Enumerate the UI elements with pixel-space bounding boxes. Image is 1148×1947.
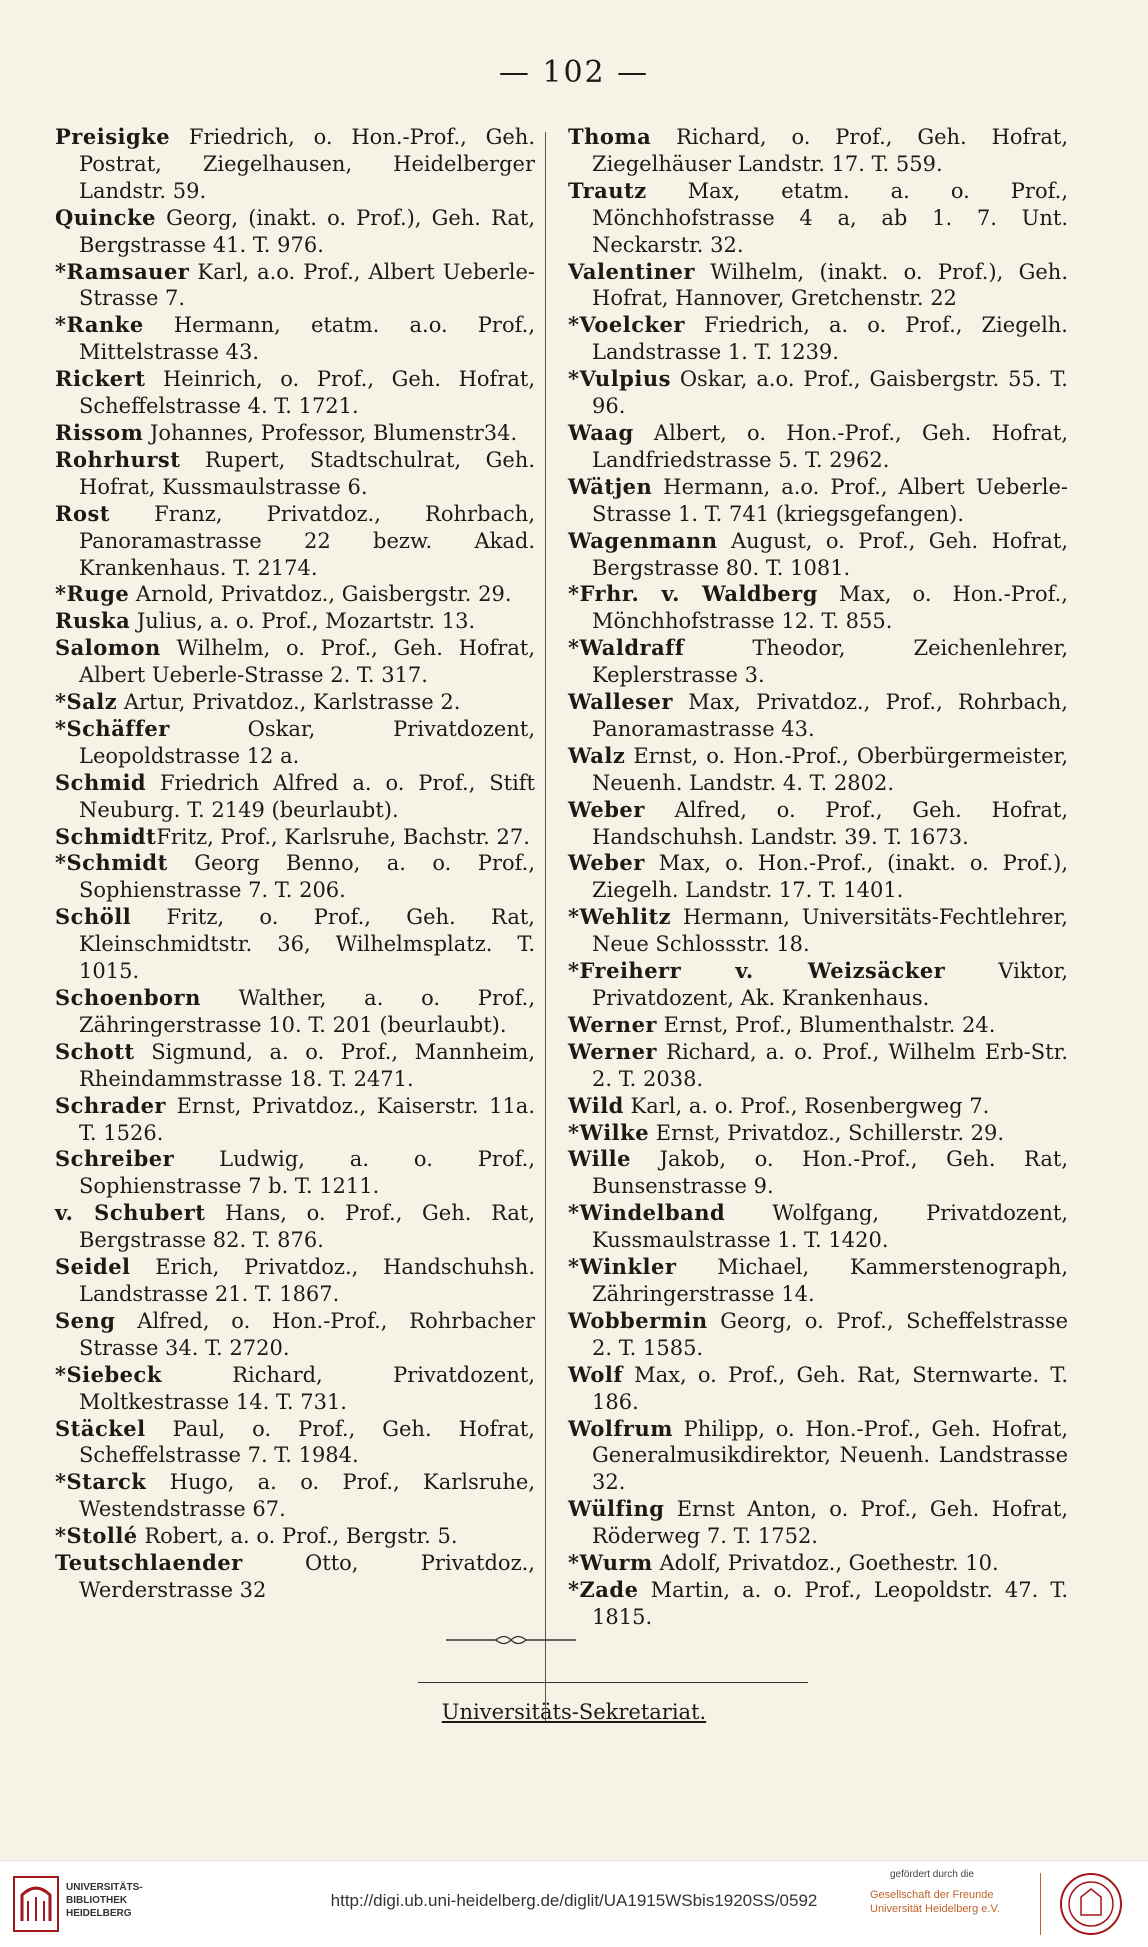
directory-entry — [55, 1550, 535, 1604]
directory-entry — [568, 635, 1068, 689]
entry-name: *Freiherr v. Weizsäcker — [568, 958, 946, 984]
directory-entry — [55, 904, 535, 985]
directory-entry — [568, 178, 1068, 259]
university-seal-icon — [1055, 1871, 1127, 1937]
directory-entry — [568, 797, 1068, 851]
entry-name: *Wilke — [568, 1119, 650, 1145]
entry-details: Theodor, Zeichenlehrer, Keplerstrasse 3. — [592, 636, 1068, 688]
entry-details: Viktor, Privatdozent, Ak. Krankenhaus. — [592, 959, 1069, 1010]
directory-entry — [568, 1362, 1068, 1416]
entry-details: Hermann, Universitäts-Fechtlehrer, Neue Schlossstr. 18. — [592, 905, 1068, 957]
entry-name: Wild — [568, 1092, 624, 1118]
entry-name: Walleser — [568, 689, 673, 715]
directory-entry — [568, 1200, 1068, 1254]
footer-rule — [418, 1682, 808, 1683]
entry-details: Walther, a. o. Prof., Zähringerstrasse 10. T. 201 (beurlaubt). — [79, 986, 535, 1037]
entry-details: Ernst, Privatdoz., Schillerstr. 29. — [649, 1120, 1005, 1145]
entry-details: Alfred, o. Hon.-Prof., Rohrbacher Strasse 34. T. 2720. — [79, 1308, 535, 1360]
entry-details: Georg, (inakt. o. Prof.), Geh. Rat, Bergstrasse 41. T. 976. — [79, 205, 535, 257]
entry-name: *Frhr. v. Waldberg — [568, 581, 818, 607]
entry-details: Ernst, Prof., Blumenthalstr. 24. — [657, 1012, 996, 1037]
entry-name: Salomon — [55, 635, 161, 661]
directory-entry — [55, 608, 535, 635]
directory-entry — [55, 770, 535, 824]
entry-details: Ludwig, a. o. Prof., Sophienstrasse 7 b. T. 1211. — [79, 1147, 535, 1199]
entry-details: Jakob, o. Hon.-Prof., Geh. Rat, Bunsenstrasse 9. — [592, 1147, 1068, 1199]
directory-entry — [55, 1362, 535, 1416]
directory-entry — [568, 1146, 1068, 1200]
directory-entry — [568, 474, 1068, 528]
entry-details: Georg Benno, a. o. Prof., Sophienstrasse 7. T. 206. — [79, 851, 535, 903]
directory-entry — [568, 1120, 1068, 1147]
entry-name: Wolf — [568, 1361, 623, 1387]
entry-details: Michael, Kammerstenograph, Zähringerstrasse 14. — [592, 1255, 1068, 1306]
entry-details: Hugo, a. o. Prof., Karlsruhe, Westendstrasse 67. — [79, 1470, 535, 1522]
directory-entry — [568, 904, 1068, 958]
directory-entry — [55, 1254, 535, 1308]
directory-entry — [55, 1308, 535, 1362]
entry-name: Werner — [568, 1038, 657, 1064]
entry-name: Schreiber — [55, 1146, 175, 1172]
directory-entry — [568, 581, 1068, 635]
entry-details: Ernst, Privatdoz., Kaiserstr. 11a. T. 1526. — [79, 1093, 535, 1145]
directory-entry — [568, 1308, 1068, 1362]
entry-details: Martin, a. o. Prof., Leopoldstr. 47. T. 1815. — [592, 1577, 1068, 1629]
directory-entry — [55, 259, 535, 313]
digitization-bar — [0, 1860, 1148, 1947]
entry-name: *Waldraff — [568, 635, 685, 661]
right-column — [568, 124, 1068, 1631]
entry-details: Georg, o. Prof., Scheffelstrasse 2. T. 1585. — [592, 1308, 1068, 1360]
entry-name: Wagenmann — [568, 527, 718, 553]
library-name: UNIVERSITÄTS- BIBLIOTHEK HEIDELBERG — [66, 1882, 143, 1919]
entry-details: Max, etatm. a. o. Prof., Mönchhofstrasse 4 a, ab 1. 7. Unt. Neckarstr. 32. — [592, 178, 1068, 257]
directory-entry — [55, 635, 535, 689]
directory-entry — [568, 1577, 1068, 1631]
entry-details: Karl, a.o. Prof., Albert Ueberle-Strasse 7. — [79, 259, 535, 311]
entry-details: Fritz, Prof., Karlsruhe, Bachstr. 27. — [156, 824, 530, 849]
entry-name: Schöll — [55, 904, 132, 930]
entry-name: Weber — [568, 796, 645, 822]
entry-name: Walz — [568, 742, 626, 768]
directory-entry — [55, 824, 535, 851]
directory-entry — [568, 1416, 1068, 1497]
footer-signature: Universitäts-Sekretariat. — [441, 1700, 707, 1724]
directory-entry — [55, 716, 535, 770]
entry-name: Seidel — [55, 1254, 131, 1280]
entry-name: Rost — [55, 500, 110, 526]
entry-name: *Voelcker — [568, 312, 685, 338]
entry-name: Rickert — [55, 366, 146, 392]
entry-name: Rissom — [55, 419, 144, 445]
entry-name: Wolfrum — [568, 1415, 673, 1441]
entry-details: Hermann, etatm. a.o. Prof., Mittelstrasse 43. — [79, 313, 535, 365]
entry-details: Rupert, Stadtschulrat, Geh. Hofrat, Kussmaulstrasse 6. — [79, 447, 535, 499]
directory-entry — [568, 259, 1068, 313]
entry-details: Max, o. Hon.-Prof., Mönchhofstrasse 12. T. 855. — [592, 582, 1068, 634]
directory-entry — [568, 689, 1068, 743]
entry-details: Richard, a. o. Prof., Wilhelm Erb-Str. 2. T. 2038. — [592, 1039, 1068, 1091]
entry-details: Max, o. Prof., Geh. Rat, Sternwarte. T. 186. — [592, 1362, 1068, 1414]
directory-entry — [568, 1550, 1068, 1577]
entry-details: Karl, a. o. Prof., Rosenbergweg 7. — [623, 1093, 990, 1118]
left-column — [55, 124, 535, 1604]
directory-entry — [568, 1254, 1068, 1308]
entry-details: Oskar, Privatdozent, Leopoldstrasse 12 a. — [79, 716, 535, 768]
column-divider — [545, 132, 546, 1722]
directory-entry — [568, 1496, 1068, 1550]
entry-name: v. Schubert — [55, 1200, 206, 1226]
directory-entry — [55, 420, 535, 447]
directory-entry — [55, 366, 535, 420]
entry-name: Schoenborn — [55, 985, 201, 1010]
directory-entry — [55, 1146, 535, 1200]
entry-name: Schott — [55, 1038, 135, 1064]
entry-name: *Winkler — [568, 1254, 677, 1280]
directory-entry — [568, 958, 1068, 1012]
directory-entry — [55, 205, 535, 259]
entry-details: Arnold, Privatdoz., Gaisbergstr. 29. — [129, 582, 512, 607]
directory-entry — [55, 124, 535, 205]
entry-name: *Starck — [55, 1469, 147, 1495]
ornament-divider — [446, 1631, 576, 1649]
entry-details: Philipp, o. Hon.-Prof., Geh. Hofrat, Generalmusikdirektor, Neuenh. Landstrasse 32. — [592, 1416, 1068, 1495]
page-number: — 102 — — [498, 55, 650, 90]
entry-name: Wille — [568, 1146, 632, 1172]
entry-name: Schrader — [55, 1092, 166, 1118]
entry-name: *Salz — [55, 689, 118, 715]
directory-entry — [568, 1012, 1068, 1039]
entry-details: Wilhelm, (inakt. o. Prof.), Geh. Hofrat, Hannover, Gretchenstr. 22 — [592, 259, 1068, 311]
entry-name: Werner — [568, 1011, 657, 1037]
directory-entry — [55, 1416, 535, 1470]
directory-entry — [55, 689, 535, 716]
directory-entry — [55, 447, 535, 501]
entry-name: Seng — [55, 1307, 116, 1333]
entry-details: Richard, o. Prof., Geh. Hofrat, Ziegelhäuser Landstr. 17. T. 559. — [592, 125, 1068, 176]
directory-entry — [55, 1200, 535, 1254]
entry-details: Wolfgang, Privatdozent, Kussmaulstrasse 1. T. 1420. — [592, 1201, 1068, 1253]
entry-details: Julius, a. o. Prof., Mozartstr. 13. — [130, 609, 476, 634]
directory-entry — [55, 1523, 535, 1550]
entry-details: Erich, Privatdoz., Handschuhsh. Landstrasse 21. T. 1867. — [79, 1255, 535, 1306]
entry-details: Ernst Anton, o. Prof., Geh. Hofrat, Röderweg 7. T. 1752. — [592, 1497, 1068, 1549]
entry-details: Friedrich Alfred a. o. Prof., Stift Neuburg. T. 2149 (beurlaubt). — [79, 770, 535, 822]
entry-name: *Siebeck — [55, 1361, 162, 1387]
entry-details: Richard, Privatdozent, Moltkestrasse 14. T. 731. — [79, 1362, 535, 1414]
directory-entry — [568, 366, 1068, 420]
entry-name: *Schmidt — [55, 850, 168, 876]
sponsor-separator — [1040, 1873, 1041, 1935]
entry-name: Stäckel — [55, 1415, 146, 1441]
entry-name: *Windelband — [568, 1200, 726, 1226]
directory-entry — [55, 501, 535, 582]
directory-entry — [55, 985, 535, 1039]
entry-name: Schmid — [55, 769, 147, 795]
entry-details: Sigmund, a. o. Prof., Mannheim, Rheindammstrasse 18. T. 2471. — [79, 1039, 535, 1091]
entry-name: Preisigke — [55, 124, 171, 149]
directory-entry — [568, 420, 1068, 474]
entry-details: Max, Privatdoz., Prof., Rohrbach, Panoramastrasse 43. — [592, 690, 1068, 741]
entry-details: August, o. Prof., Geh. Hofrat, Bergstrasse 80. T. 1081. — [592, 528, 1068, 580]
entry-name: Waag — [568, 419, 634, 445]
entry-name: Wülfing — [568, 1496, 665, 1522]
entry-details: Johannes, Professor, Blumenstr34. — [143, 420, 518, 445]
entry-details: Artur, Privatdoz., Karlstrasse 2. — [117, 690, 461, 715]
entry-name: *Stollé — [55, 1523, 138, 1549]
entry-name: Weber — [568, 850, 645, 876]
directory-entry — [568, 1039, 1068, 1093]
entry-details: Paul, o. Prof., Geh. Hofrat, Scheffelstrasse 7. T. 1984. — [79, 1416, 535, 1468]
entry-details: Ernst, o. Hon.-Prof., Oberbürgermeister, Neuenh. Landstr. 4. T. 2802. — [592, 743, 1068, 795]
directory-entry — [568, 850, 1068, 904]
source-url[interactable]: http://digi.ub.uni-heidelberg.de/diglit/UA1915WSbis1920SS/0592 — [330, 1891, 818, 1910]
entry-name: Wätjen — [568, 473, 653, 499]
entry-details: Heinrich, o. Prof., Geh. Hofrat, Scheffelstrasse 4. T. 1721. — [79, 367, 535, 419]
entry-details: Alfred, o. Prof., Geh. Hofrat, Handschuhsh. Landstr. 39. T. 1673. — [592, 797, 1068, 849]
entry-name: *Vulpius — [568, 366, 671, 392]
directory-entry — [568, 743, 1068, 797]
entry-name: *Ranke — [55, 312, 144, 338]
entry-details: Otto, Privatdoz., Werderstrasse 32 — [79, 1551, 535, 1602]
entry-details: Wilhelm, o. Prof., Geh. Hofrat, Albert Ueberle-Strasse 2. T. 317. — [79, 636, 535, 688]
entry-details: Albert, o. Hon.-Prof., Geh. Hofrat, Landfriedstrasse 5. T. 2962. — [592, 420, 1068, 472]
directory-entry — [55, 581, 535, 608]
sponsor-label: gefördert durch die — [890, 1869, 974, 1880]
entry-name: Teutschlaender — [55, 1550, 243, 1576]
entry-name: *Zade — [568, 1576, 639, 1602]
entry-details: Friedrich, o. Hon.-Prof., Geh. Postrat, Ziegelhausen, Heidelberger Landstr. 59. — [79, 125, 535, 203]
directory-entry — [55, 850, 535, 904]
entry-name: Rohrhurst — [55, 446, 181, 472]
directory-entry — [568, 124, 1068, 178]
entry-name: *Ruge — [55, 581, 130, 607]
entry-details: Robert, a. o. Prof., Bergstr. 5. — [137, 1524, 458, 1549]
entry-name: *Schäffer — [55, 715, 170, 741]
directory-entry — [55, 1039, 535, 1093]
directory-entry — [55, 312, 535, 366]
entry-details: Friedrich, a. o. Prof., Ziegelh. Landstrasse 1. T. 1239. — [592, 313, 1068, 365]
entry-name: Ruska — [55, 608, 131, 634]
entry-name: Quincke — [55, 204, 157, 230]
entry-name: Schmidt — [55, 823, 157, 849]
entry-details: Oskar, a.o. Prof., Gaisbergstr. 55. T. 96. — [592, 367, 1068, 419]
entry-details: Hans, o. Prof., Geh. Rat, Bergstrasse 82. T. 876. — [79, 1201, 535, 1253]
entry-name: Valentiner — [568, 258, 695, 284]
entry-name: *Ramsauer — [55, 258, 190, 284]
directory-entry — [55, 1093, 535, 1147]
entry-details: Franz, Privatdoz., Rohrbach, Panoramastrasse 22 bezw. Akad. Krankenhaus. T. 2174. — [79, 501, 535, 580]
sponsor-name: Gesellschaft der Freunde Universität Heidelberg e.V. — [870, 1889, 1000, 1915]
entry-details: Fritz, o. Prof., Geh. Rat, Kleinschmidtstr. 36, Wilhelmsplatz. T. 1015. — [79, 905, 535, 984]
entry-name: Thoma — [568, 124, 652, 149]
entry-details: Max, o. Hon.-Prof., (inakt. o. Prof.), Ziegelh. Landstr. 17. T. 1401. — [592, 851, 1068, 903]
entry-name: *Wehlitz — [568, 904, 672, 930]
entry-name: Wobbermin — [568, 1307, 708, 1333]
directory-entry — [55, 1469, 535, 1523]
entry-details: Adolf, Privatdoz., Goethestr. 10. — [652, 1551, 999, 1576]
directory-entry — [568, 1093, 1068, 1120]
entry-details: Hermann, a.o. Prof., Albert Ueberle-Strasse 1. T. 741 (kriegsgefangen). — [592, 474, 1068, 526]
entry-name: *Wurm — [568, 1550, 653, 1576]
entry-name: Trautz — [568, 177, 647, 203]
directory-entry — [568, 528, 1068, 582]
directory-entry — [568, 312, 1068, 366]
